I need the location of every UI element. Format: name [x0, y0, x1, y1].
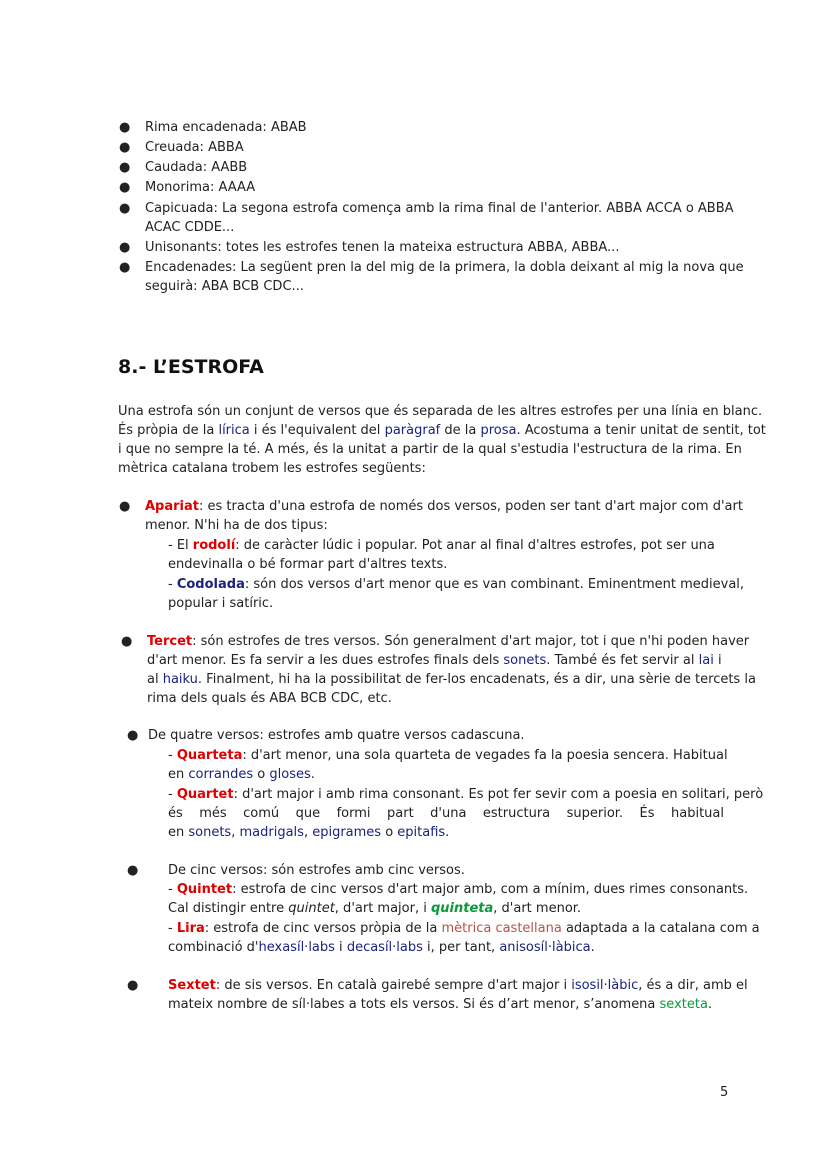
paragraph-line: menor. N'hi ha de dos tipus: [145, 518, 328, 533]
link-gloses[interactable]: gloses [269, 767, 311, 782]
bullet-icon: ● [119, 240, 131, 255]
text-run: mateix nombre de síl·labes a tots els versos. Si és d’art menor, s’anomena [168, 997, 660, 1012]
link-sonets[interactable]: sonets [188, 825, 232, 840]
bullet-icon: ● [119, 120, 131, 135]
term-sextet: Sextet [168, 978, 216, 993]
paragraph-line [168, 976, 748, 995]
link-decasillabs[interactable]: decasíl·labs [346, 940, 423, 955]
text-run: i [713, 653, 722, 668]
text-run: o [253, 767, 270, 782]
text-run: i és l'equivalent del [249, 423, 385, 438]
link-epitafis[interactable]: epitafis [397, 825, 446, 840]
paragraph-line: De quatre versos: estrofes amb quatre versos cadascuna. [148, 728, 525, 743]
text-run: , [303, 825, 313, 840]
text-run: - [168, 577, 177, 592]
link-isosillabic[interactable]: isosil·làbic [571, 978, 639, 993]
paragraph-line [168, 746, 728, 765]
term-quarteta: Quarteta [176, 748, 243, 763]
text-run: : són dos versos d'art menor que es van combinant. Eminentment medieval, [244, 577, 745, 592]
text-run: : es tracta d'una estrofa de només dos versos, poden ser tant d'art major com d'art [199, 499, 743, 514]
term-lira: Lira [176, 921, 205, 936]
text-run: . Finalment, hi ha la possibilitat de fer-los encadenats, és a dir, una sèrie de tercets la [197, 672, 756, 687]
paragraph-line [168, 899, 581, 918]
paragraph-line: és més comú que formi part d'una estructura superior. És habitual [168, 806, 724, 821]
paragraph-line [147, 651, 722, 670]
text-run: . Acostuma a tenir unitat de sentit, tot [516, 423, 766, 438]
list-item: Caudada: AABB [145, 160, 248, 175]
bullet-icon: ● [127, 728, 139, 743]
text-run: , [231, 825, 240, 840]
paragraph-line [168, 575, 744, 594]
term-codolada: Codolada [176, 577, 245, 592]
bullet-icon: ● [119, 140, 131, 155]
paragraph-line: rima dels quals és ABA BCB CDC, etc. [147, 691, 392, 706]
link-lai[interactable]: lai [698, 653, 714, 668]
paragraph-line [145, 497, 743, 516]
text-run: de la [440, 423, 481, 438]
paragraph-line [168, 823, 449, 842]
text-run: : són estrofes de tres versos. Són generalment d'art major, tot i que n'hi poden haver [192, 634, 750, 649]
bullet-icon: ● [119, 180, 131, 195]
text-run: combinació d' [168, 940, 259, 955]
text-run: i, per tant, [422, 940, 500, 955]
term-quintet: Quintet [176, 882, 233, 897]
list-item: Monorima: AAAA [145, 180, 256, 195]
term-quinteta: quinteta [430, 901, 494, 916]
text-run: : estrofa de cinc versos pròpia de la [204, 921, 442, 936]
text-run: , d'art menor. [493, 901, 582, 916]
paragraph-line [147, 670, 756, 689]
bullet-icon: ● [119, 499, 131, 514]
link-lirica[interactable]: lírica [218, 423, 250, 438]
text-run: - [168, 882, 177, 897]
text-run: . [590, 940, 595, 955]
list-item: Creuada: ABBA [145, 140, 244, 155]
list-item-continuation: ACAC CDDE... [145, 220, 235, 235]
term-tercet: Tercet [147, 634, 193, 649]
text-run: - [168, 748, 177, 763]
list-item: Encadenades: La següent pren la del mig de la primera, la dobla deixant al mig la nova que [145, 260, 744, 275]
text-run-italic: quintet [288, 901, 335, 916]
text-run: , d'art major, i [334, 901, 431, 916]
text-run: - [168, 921, 177, 936]
paragraph-line [118, 421, 766, 440]
paragraph-line: popular i satíric. [168, 596, 274, 611]
paragraph-line [168, 880, 748, 899]
list-item: Rima encadenada: ABAB [145, 120, 307, 135]
list-item: Capicuada: La segona estrofa comença amb la rima final de l'anterior. ABBA ACCA o ABBA [145, 201, 734, 216]
text-run: . També és fet servir al [546, 653, 699, 668]
paragraph-line: De cinc versos: són estrofes amb cinc versos. [168, 863, 465, 878]
paragraph-line: Una estrofa són un conjunt de versos que és separada de les altres estrofes per una línia en blanc. [118, 404, 763, 419]
text-run: adaptada a la catalana com a [561, 921, 760, 936]
paragraph-line: mètrica catalana trobem les estrofes següents: [118, 461, 426, 476]
text-run: al [147, 672, 163, 687]
paragraph-line [168, 919, 760, 938]
link-epigrames[interactable]: epigrames [312, 825, 382, 840]
list-item: Unisonants: totes les estrofes tenen la mateixa estructura ABBA, ABBA... [145, 240, 620, 255]
term-apariat: Apariat [145, 499, 199, 514]
link-haiku[interactable]: haiku [162, 672, 198, 687]
text-run: És pròpia de la [118, 423, 219, 438]
text-run: Cal distingir entre [168, 901, 289, 916]
text-run: i [334, 940, 347, 955]
paragraph-line: i que no sempre la té. A més, és la unitat a partir de la qual s'estudia l'estructura de la rima. En [118, 442, 742, 457]
paragraph-line [168, 995, 712, 1014]
text-run: : d'art menor, una sola quarteta de vegades fa la poesia sencera. Habitual [242, 748, 728, 763]
text-run: : de caràcter lúdic i popular. Pot anar al final d'altres estrofes, pot ser una [235, 538, 715, 553]
bullet-icon: ● [119, 260, 131, 275]
bullet-icon: ● [119, 201, 131, 216]
term-rodoli: rodolí [192, 538, 236, 553]
link-corrandes[interactable]: corrandes [188, 767, 254, 782]
paragraph-line [168, 765, 315, 784]
term-sexteta: sexteta [659, 997, 708, 1012]
link-metrica-castellana[interactable]: mètrica castellana [441, 921, 562, 936]
text-run: : de sis versos. En català gairebé sempre d'art major i [215, 978, 572, 993]
text-run: o [381, 825, 398, 840]
paragraph-line [168, 938, 595, 957]
link-prosa[interactable]: prosa [480, 423, 517, 438]
term-quartet: Quartet [176, 787, 234, 802]
paragraph-line [168, 536, 715, 555]
link-hexasillabs[interactable]: hexasíl·labs [258, 940, 335, 955]
text-run: d'art menor. Es fa servir a les dues estrofes finals dels [147, 653, 504, 668]
paragraph-line: endevinalla o bé formar part d'altres texts. [168, 557, 448, 572]
text-run: , és a dir, amb el [638, 978, 748, 993]
text-run: - [168, 787, 177, 802]
text-run: . [707, 997, 713, 1012]
text-run: en [168, 767, 189, 782]
link-paragraf[interactable]: paràgraf [384, 423, 441, 438]
paragraph-line [147, 632, 749, 651]
link-anisosillabica[interactable]: anisosíl·làbica [499, 940, 591, 955]
bullet-icon: ● [127, 978, 139, 993]
text-run: . [310, 767, 315, 782]
bullet-icon: ● [127, 863, 139, 878]
text-run: : estrofa de cinc versos d'art major amb, com a mínim, dues rimes consonants. [232, 882, 749, 897]
text-run: : d'art major i amb rima consonant. Es pot fer sevir com a poesia en solitari, però [233, 787, 764, 802]
bullet-icon: ● [121, 634, 133, 649]
link-sonets[interactable]: sonets [503, 653, 547, 668]
link-madrigals[interactable]: madrigals [239, 825, 304, 840]
text-run: - El [168, 538, 193, 553]
text-run: en [168, 825, 189, 840]
bullet-icon: ● [119, 160, 131, 175]
page-number: 5 [720, 1085, 729, 1100]
list-item-continuation: seguirà: ABA BCB CDC... [145, 279, 304, 294]
section-title: 8.- L’ESTROFA [118, 356, 264, 378]
paragraph-line [168, 785, 763, 804]
text-run: . [445, 825, 450, 840]
